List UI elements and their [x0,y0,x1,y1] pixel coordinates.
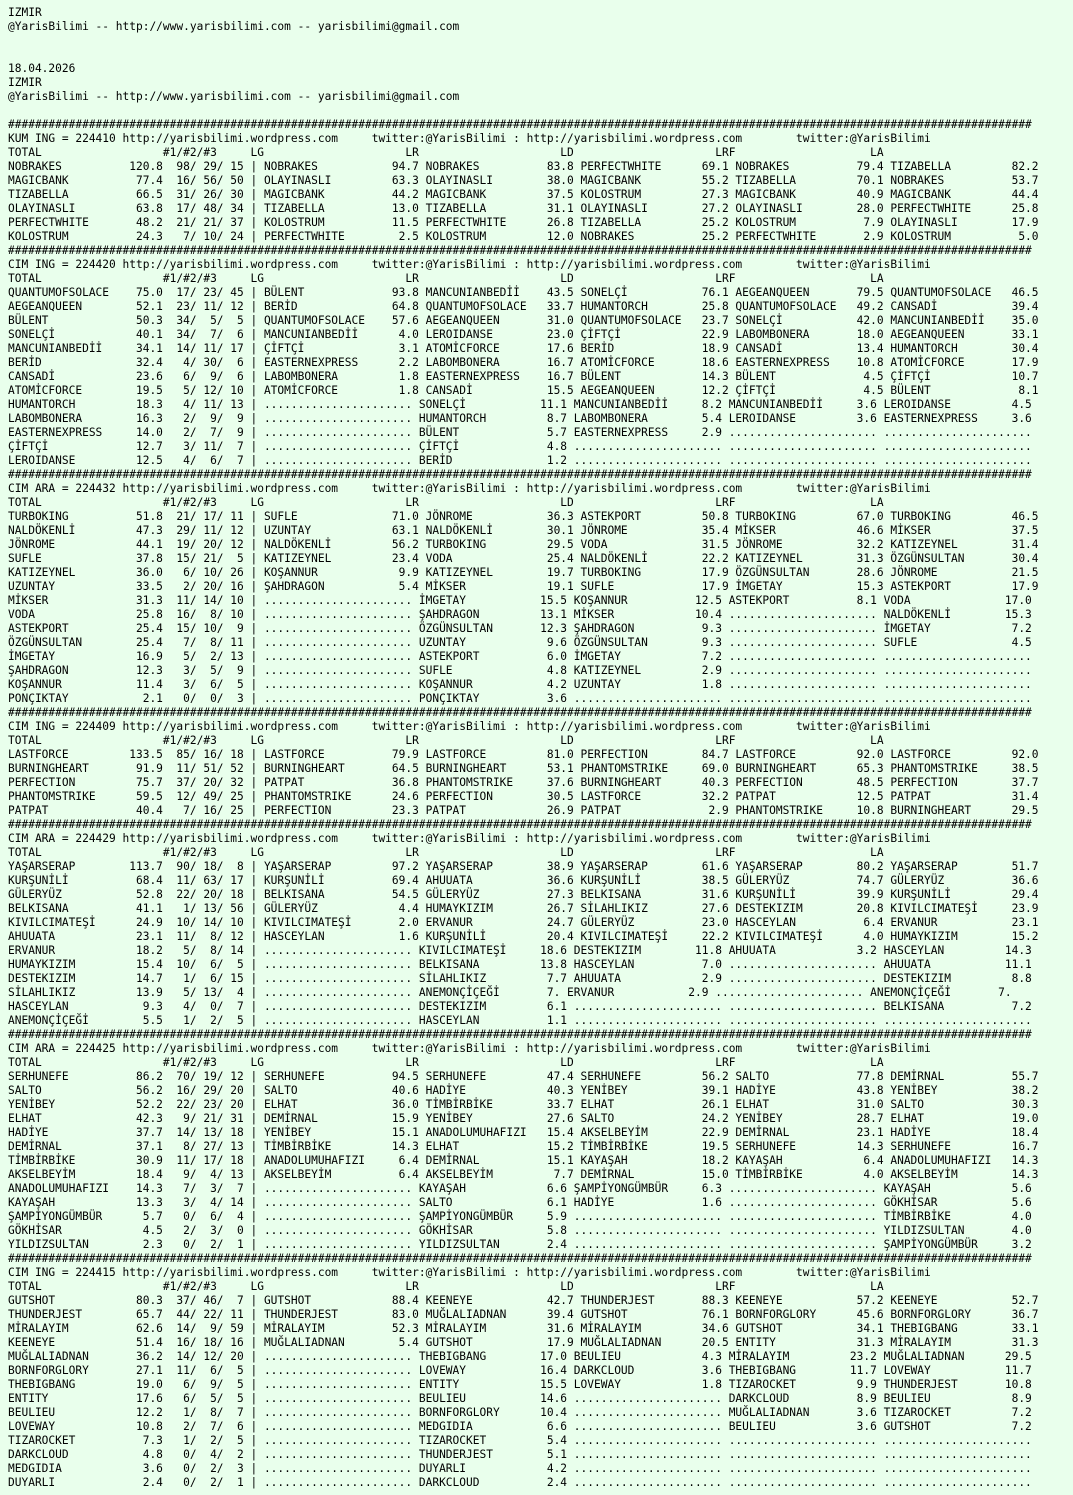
section-column-header: TOTAL #1/#2/#3 LG LR LD LRF LA [8,272,884,285]
table-row: MUĞLALIADNAN 36.2 14/ 12/ 20 | ...................... THEBIGBANG 17.0 BEULIEU 4.3 MİRALAYIM 23.2 MUĞLALIADNAN 29.5 [8,1350,1032,1363]
table-row: ANEMONÇİÇEĞİ 5.5 1/ 2/ 5 | ...................... HASCEYLAN 1.1 ...................... ...................... ...................... [8,1014,1032,1027]
table-row: GÖKHİSAR 4.5 2/ 3/ 0 | ...................... GÖKHİSAR 5.8 ...................... ...................... YILDIZSULTAN 4.0 [8,1224,1032,1237]
table-row: TIZAROCKET 7.3 1/ 2/ 5 | ...................... TIZAROCKET 5.4 ...................... ...................... ...................... [8,1434,1032,1447]
table-row: EASTERNEXPRESS 14.0 2/ 7/ 9 | ...................... BÜLENT 5.7 EASTERNEXPRESS 2.9 ...................... ...................... [8,426,1032,439]
table-row: ELHAT 42.3 9/ 21/ 31 | DEMİRNAL 15.9 YENİBEY 27.6 SALTO 24.2 YENİBEY 28.7 ELHAT 19.0 [8,1112,1039,1125]
table-row: THEBIGBANG 19.0 6/ 9/ 5 | ...................... ENTITY 15.5 LOVEWAY 1.8 TIZAROCKET 9.9 THUNDERJEST 10.8 [8,1378,1032,1391]
table-row: LABOMBONERA 16.3 2/ 9/ 9 | ...................... HUMANTORCH 8.7 LABOMBONERA 5.4 LEROIDANSE 3.6 EASTERNEXPRESS 3.6 [8,412,1032,425]
table-row: ANADOLUMUHAFIZI 14.3 7/ 3/ 7 | ...................... KAYAŞAH 6.6 ŞAMPİYONGÜMBÜR 6.3 ...................... KAYAŞAH 5.6 [8,1182,1032,1195]
table-row: ÖZGÜNSULTAN 25.4 7/ 8/ 11 | ...................... UZUNTAY 9.6 ÖZGÜNSULTAN 9.3 ...................... SUFLE 4.5 [8,636,1032,649]
table-row: ERVANUR 18.2 5/ 8/ 14 | ...................... KIVILCIMATEŞİ 18.6 DESTEKIZIM 11.8 AHUUATA 3.2 HASCEYLAN 14.3 [8,944,1032,957]
section-separator: ######################################################################################################################################################## [8,468,1032,481]
table-row: MİRALAYIM 62.6 14/ 9/ 59 | MİRALAYIM 52.3 MİRALAYIM 31.6 MİRALAYIM 34.6 GUTSHOT 34.1 THEBIGBANG 33.1 [8,1322,1039,1335]
table-row: HUMANTORCH 18.3 4/ 11/ 13 | ...................... SONELÇİ 11.1 MANCUNIANBEDİİ 8.2 MANCUNIANBEDİİ 3.6 LEROIDANSE 4.5 [8,398,1032,411]
table-row: LEROIDANSE 12.5 4/ 6/ 7 | ...................... BERİD 1.2 ...................... ...................... ...................... [8,454,1032,467]
table-row: KOŞANNUR 11.4 3/ 6/ 5 | ...................... KOŞANNUR 4.2 UZUNTAY 1.8 ...................... ...................... [8,678,1032,691]
table-row: JÖNROME 44.1 19/ 20/ 12 | NALDÖKENLİ 56.2 TURBOKING 29.5 VODA 31.5 JÖNROME 32.2 KATIZEYNEL 31.4 [8,538,1039,551]
table-row: ÇİFTÇİ 12.7 3/ 11/ 7 | ...................... ÇİFTÇİ 4.8 ...................... ...................... ...................... [8,440,1032,453]
table-row: SONELÇİ 40.1 34/ 7/ 6 | MANCUNIANBEDİİ 4.0 LEROIDANSE 23.0 ÇİFTÇİ 22.9 LABOMBONERA 18.0 AEGEANQUEEN 33.1 [8,328,1039,341]
table-row: OLAYINASLI 63.8 17/ 48/ 34 | TIZABELLA 13.0 TIZABELLA 31.1 OLAYINASLI 27.2 OLAYINASLI 28.0 PERFECTWHITE 25.8 [8,202,1039,215]
table-row: PONÇIKTAY 2.1 0/ 0/ 3 | ...................... PONÇIKTAY 3.6 ...................... ...................... ...................... [8,692,1032,705]
table-row: KATIZEYNEL 36.0 6/ 10/ 26 | KOŞANNUR 9.9 KATIZEYNEL 19.7 TURBOKING 17.9 ÖZGÜNSULTAN 28.6 JÖNROME 21.5 [8,566,1039,579]
table-row: YAŞARSERAP 113.7 90/ 18/ 8 | YAŞARSERAP 97.2 YAŞARSERAP 38.9 YAŞARSERAP 61.6 YAŞARSERAP 80.2 YAŞARSERAP 51.7 [8,860,1039,873]
section-column-header: TOTAL #1/#2/#3 LG LR LD LRF LA [8,146,884,159]
table-row: AEGEANQUEEN 52.1 23/ 11/ 12 | BERİD 64.8 QUANTUMOFSOLACE 33.7 HUMANTORCH 25.8 QUANTUMOFSOLACE 49.2 CANSADİ 39.4 [8,300,1039,313]
table-row: YILDIZSULTAN 2.3 0/ 2/ 1 | ...................... YILDIZSULTAN 2.4 ...................... ...................... ŞAMPİYONGÜMBÜR 3.2 [8,1238,1032,1251]
section-separator: ######################################################################################################################################################## [8,244,1032,257]
section-title: CIM ING = 224415 http://yarisbilimi.wordpress.com twitter:@YarisBilimi : http://yarisbilimi.wordpress.com twitter:@YarisBilimi [8,1266,931,1279]
table-row: TİMBİRBİKE 30.9 11/ 17/ 18 | ANADOLUMUHAFIZI 6.4 DEMİRNAL 15.1 KAYAŞAH 18.2 KAYAŞAH 6.4 ANADOLUMUHAFIZI 14.3 [8,1154,1039,1167]
table-row: ENTITY 17.6 6/ 5/ 5 | ...................... BEULIEU 14.6 ...................... DARKCLOUD 8.9 BEULIEU 8.9 [8,1392,1032,1405]
table-row: ATOMİCFORCE 19.5 5/ 12/ 10 | ATOMİCFORCE 1.8 CANSADİ 15.5 AEGEANQUEEN 12.2 ÇİFTÇİ 4.5 BÜLENT 8.1 [8,384,1039,397]
section-column-header: TOTAL #1/#2/#3 LG LR LD LRF LA [8,734,884,747]
table-row: MİKSER 31.3 11/ 14/ 10 | ...................... İMGETAY 15.5 KOŞANNUR 12.5 ASTEKPORT 8.1 VODA 17.0 [8,594,1032,607]
table-row: AKSELBEYİM 18.4 9/ 4/ 13 | AKSELBEYİM 6.4 AKSELBEYİM 7.7 DEMİRNAL 15.0 TİMBİRBİKE 4.0 AKSELBEYİM 14.3 [8,1168,1039,1181]
table-row: KEENEYE 51.4 16/ 18/ 16 | MUĞLALIADNAN 5.4 GUTSHOT 17.9 MUĞLALIADNAN 20.5 ENTITY 31.3 MİRALAYIM 31.3 [8,1336,1039,1349]
section-title: CIM ING = 224420 http://yarisbilimi.wordpress.com twitter:@YarisBilimi : http://yarisbilimi.wordpress.com twitter:@YarisBilimi [8,258,931,271]
table-row: LASTFORCE 133.5 85/ 16/ 18 | LASTFORCE 79.9 LASTFORCE 81.0 PERFECTION 84.7 LASTFORCE 92.0 LASTFORCE 92.0 [8,748,1039,761]
table-row: BEULIEU 12.2 1/ 8/ 7 | ...................... BORNFORGLORY 10.4 ...................... MUĞLALIADNAN 3.6 TIZAROCKET 7.2 [8,1406,1032,1419]
table-row: PERFECTION 75.7 37/ 20/ 32 | PATPAT 36.8 PHANTOMSTRIKE 37.6 BURNINGHEART 40.3 PERFECTION 48.5 PERFECTION 37.7 [8,776,1039,789]
table-row: PHANTOMSTRIKE 59.5 12/ 49/ 25 | PHANTOMSTRIKE 24.6 PERFECTION 30.5 LASTFORCE 32.2 PATPAT 12.5 PATPAT 31.4 [8,790,1039,803]
header-city: IZMIR [8,6,42,19]
table-row: KAYAŞAH 13.3 3/ 4/ 14 | ...................... SALTO 6.1 HADİYE 1.6 ...................... GÖKHİSAR 5.6 [8,1196,1032,1209]
header-city-2: IZMIR [8,76,42,89]
table-row: GUTSHOT 80.3 37/ 46/ 7 | GUTSHOT 88.4 KEENEYE 42.7 THUNDERJEST 88.3 KEENEYE 57.2 KEENEYE 52.7 [8,1294,1039,1307]
table-row: KIVILCIMATEŞİ 24.9 10/ 14/ 10 | KIVILCIMATEŞİ 2.0 ERVANUR 24.7 GÜLERYÜZ 23.0 HASCEYLAN 6.4 ERVANUR 23.1 [8,916,1039,929]
section-separator: ######################################################################################################################################################## [8,818,1032,831]
section-title: CIM ARA = 224432 http://yarisbilimi.wordpress.com twitter:@YarisBilimi : http://yarisbilimi.wordpress.com twitter:@YarisBilimi [8,482,931,495]
table-row: VODA 25.8 16/ 8/ 10 | ...................... ŞAHDRAGON 13.1 MİKSER 10.4 ...................... NALDÖKENLİ 15.3 [8,608,1032,621]
header-contact-2: @YarisBilimi -- http://www.yarisbilimi.com -- yarisbilimi@gmail.com [8,90,460,103]
table-row: HUMAYKIZIM 15.4 10/ 6/ 5 | ...................... BELKISANA 13.8 HASCEYLAN 7.0 ...................... AHUUATA 11.1 [8,958,1032,971]
table-row: QUANTUMOFSOLACE 75.0 17/ 23/ 45 | BÜLENT 93.8 MANCUNIANBEDİİ 43.5 SONELÇİ 76.1 AEGEANQUEEN 79.5 QUANTUMOFSOLACE 46.5 [8,286,1039,299]
table-row: HASCEYLAN 9.3 4/ 0/ 7 | ...................... DESTEKIZIM 6.1 ...................... ...................... BELKISANA 7.2 [8,1000,1032,1013]
section-separator: ######################################################################################################################################################## [8,118,1032,131]
spacer [8,48,1073,62]
section-title: CIM ING = 224409 http://yarisbilimi.wordpress.com twitter:@YarisBilimi : http://yarisbilimi.wordpress.com twitter:@YarisBilimi [8,720,931,733]
table-row: BÜLENT 50.3 34/ 5/ 5 | QUANTUMOFSOLACE 57.6 AEGEANQUEEN 31.0 QUANTUMOFSOLACE 23.7 SONELÇİ 42.0 MANCUNIANBEDİİ 35.0 [8,314,1039,327]
section-separator: ######################################################################################################################################################## [8,1252,1032,1265]
table-row: İMGETAY 16.9 5/ 2/ 13 | ...................... ASTEKPORT 6.0 İMGETAY 7.2 ...................... ...................... [8,650,1032,663]
table-row: ŞAMPİYONGÜMBÜR 5.7 0/ 6/ 4 | ...................... ŞAMPİYONGÜMBÜR 5.9 ...................... ...................... TİMBİRBİKE 4.0 [8,1210,1032,1223]
table-row: SİLAHLIKIZ 13.9 5/ 13/ 4 | ...................... ANEMONÇİÇEĞİ 7. ERVANUR 2.9 ...................... ANEMONÇİÇEĞİ 7. [8,986,1012,999]
race-sections [8,118,1073,1490]
section-column-header: TOTAL #1/#2/#3 LG LR LD LRF LA [8,1056,884,1069]
table-row: TIZABELLA 66.5 31/ 26/ 30 | MAGICBANK 44.2 MAGICBANK 37.5 KOLOSTRUM 27.3 MAGICBANK 40.9 MAGICBANK 44.4 [8,188,1039,201]
table-row: SALTO 56.2 16/ 29/ 20 | SALTO 40.6 HADİYE 40.3 YENİBEY 39.1 HADİYE 43.8 YENİBEY 38.2 [8,1084,1039,1097]
section-title: CIM ARA = 224429 http://yarisbilimi.wordpress.com twitter:@YarisBilimi : http://yarisbilimi.wordpress.com twitter:@YarisBilimi [8,832,931,845]
table-row: UZUNTAY 33.5 2/ 20/ 16 | ŞAHDRAGON 5.4 MİKSER 19.1 SUFLE 17.9 İMGETAY 15.3 ASTEKPORT 17.9 [8,580,1039,593]
table-row: DARKCLOUD 4.8 0/ 4/ 2 | ...................... THUNDERJEST 5.1 ...................... ...................... ...................... [8,1448,1032,1461]
table-row: ASTEKPORT 25.4 15/ 10/ 9 | ...................... ÖZGÜNSULTAN 12.3 ŞAHDRAGON 9.3 ...................... İMGETAY 7.2 [8,622,1032,635]
spacer [8,104,1073,118]
table-row: LOVEWAY 10.8 2/ 7/ 6 | ...................... MEDGIDIA 6.6 ...................... BEULIEU 3.6 GUTSHOT 7.2 [8,1420,1032,1433]
table-row: CANSADİ 23.6 6/ 9/ 6 | LABOMBONERA 1.8 EASTERNEXPRESS 16.7 BÜLENT 14.3 BÜLENT 4.5 ÇİFTÇİ 10.7 [8,370,1039,383]
section-column-header: TOTAL #1/#2/#3 LG LR LD LRF LA [8,1280,884,1293]
table-row: YENİBEY 52.2 22/ 23/ 20 | ELHAT 36.0 TİMBİRBİKE 33.7 ELHAT 26.1 ELHAT 31.0 SALTO 30.3 [8,1098,1039,1111]
table-row: MAGICBANK 77.4 16/ 56/ 50 | OLAYINASLI 63.3 OLAYINASLI 38.0 MAGICBANK 55.2 TIZABELLA 70.1 NOBRAKES 53.7 [8,174,1039,187]
table-row: SUFLE 37.8 15/ 21/ 5 | KATIZEYNEL 23.4 VODA 25.4 NALDÖKENLİ 22.2 KATIZEYNEL 31.3 ÖZGÜNSULTAN 30.4 [8,552,1039,565]
section-separator: ######################################################################################################################################################## [8,706,1032,719]
table-row: THUNDERJEST 65.7 44/ 22/ 11 | THUNDERJEST 83.0 MUĞLALIADNAN 39.4 GUTSHOT 76.1 BORNFORGLORY 45.6 BORNFORGLORY 36.7 [8,1308,1039,1321]
table-row: HADİYE 37.7 14/ 13/ 18 | YENİBEY 15.1 ANADOLUMUHAFIZI 15.4 AKSELBEYİM 22.9 DEMİRNAL 23.1 HADİYE 18.4 [8,1126,1039,1139]
table-row: BELKISANA 41.1 1/ 13/ 56 | GÜLERYÜZ 4.4 HUMAYKIZIM 26.7 SİLAHLIKIZ 27.6 DESTEKIZIM 20.8 KIVILCIMATEŞİ 23.9 [8,902,1039,915]
table-row: AHUUATA 23.1 11/ 8/ 12 | HASCEYLAN 1.6 KURŞUNİLİ 20.4 KIVILCIMATEŞİ 22.2 KIVILCIMATEŞİ 4.0 HUMAYKIZIM 15.2 [8,930,1039,943]
table-row: TURBOKING 51.8 21/ 17/ 11 | SUFLE 71.0 JÖNROME 36.3 ASTEKPORT 50.8 TURBOKING 67.0 TURBOKING 46.5 [8,510,1039,523]
table-row: ŞAHDRAGON 12.3 3/ 5/ 9 | ...................... SUFLE 4.8 KATIZEYNEL 2.9 ...................... ...................... [8,664,1032,677]
table-row: BORNFORGLORY 27.1 11/ 6/ 5 | ...................... LOVEWAY 16.4 DARKCLOUD 3.6 THEBIGBANG 11.7 LOVEWAY 11.7 [8,1364,1032,1377]
section-separator: ######################################################################################################################################################## [8,1028,1032,1041]
section-column-header: TOTAL #1/#2/#3 LG LR LD LRF LA [8,496,884,509]
table-row: KURŞUNİLİ 68.4 11/ 63/ 17 | KURŞUNİLİ 69.4 AHUUATA 36.6 KURŞUNİLİ 38.5 GÜLERYÜZ 74.7 GÜLERYÜZ 36.6 [8,874,1039,887]
table-row: DESTEKIZIM 14.7 1/ 6/ 15 | ...................... SİLAHLIKIZ 7.7 AHUUATA 2.9 ...................... DESTEKIZIM 8.8 [8,972,1032,985]
table-row: DEMİRNAL 37.1 8/ 27/ 13 | TİMBİRBİKE 14.3 ELHAT 15.2 TİMBİRBİKE 19.5 SERHUNEFE 14.3 SERHUNEFE 16.7 [8,1140,1039,1153]
header-contact: @YarisBilimi -- http://www.yarisbilimi.com -- yarisbilimi@gmail.com [8,20,460,33]
table-row: GÜLERYÜZ 52.8 22/ 20/ 18 | BELKISANA 54.5 GÜLERYÜZ 27.3 BELKISANA 31.6 KURŞUNİLİ 39.9 KURŞUNİLİ 29.4 [8,888,1039,901]
table-row: BERİD 32.4 4/ 30/ 6 | EASTERNEXPRESS 2.2 LABOMBONERA 16.7 ATOMİCFORCE 18.6 EASTERNEXPRESS 10.8 ATOMİCFORCE 17.9 [8,356,1039,369]
header-date: 18.04.2026 [8,62,76,75]
table-row: KOLOSTRUM 24.3 7/ 10/ 24 | PERFECTWHITE 2.5 KOLOSTRUM 12.0 NOBRAKES 25.2 PERFECTWHITE 2.9 KOLOSTRUM 5.0 [8,230,1039,243]
table-row: PATPAT 40.4 7/ 16/ 25 | PERFECTION 23.3 PATPAT 26.9 PATPAT 2.9 PHANTOMSTRIKE 10.8 BURNINGHEART 29.5 [8,804,1039,817]
section-column-header: TOTAL #1/#2/#3 LG LR LD LRF LA [8,846,884,859]
table-row: SERHUNEFE 86.2 70/ 19/ 12 | SERHUNEFE 94.5 SERHUNEFE 47.4 SERHUNEFE 56.2 SALTO 77.8 DEMİRNAL 55.7 [8,1070,1039,1083]
spacer [8,34,1073,48]
table-row: DUYARLI 2.4 0/ 2/ 1 | ...................... DARKCLOUD 2.4 ...................... ...................... ...................... [8,1476,1032,1489]
table-row: PERFECTWHITE 48.2 21/ 21/ 37 | KOLOSTRUM 11.5 PERFECTWHITE 26.8 TIZABELLA 25.2 KOLOSTRUM 7.9 OLAYINASLI 17.9 [8,216,1039,229]
table-row: MANCUNIANBEDİİ 34.1 14/ 11/ 17 | ÇİFTÇİ 3.1 ATOMİCFORCE 17.6 BERİD 18.9 CANSADİ 13.4 HUMANTORCH 30.4 [8,342,1039,355]
table-row: NALDÖKENLİ 47.3 29/ 11/ 12 | UZUNTAY 63.1 NALDÖKENLİ 30.1 JÖNROME 35.4 MİKSER 46.6 MİKSER 37.5 [8,524,1039,537]
section-title: KUM ING = 224410 http://yarisbilimi.wordpress.com twitter:@YarisBilimi : http://yarisbilimi.wordpress.com twitter:@YarisBilimi [8,132,931,145]
table-row: BURNINGHEART 91.9 11/ 51/ 52 | BURNINGHEART 64.5 BURNINGHEART 53.1 PHANTOMSTRIKE 69.0 BURNINGHEART 65.3 PHANTOMSTRIKE 38.5 [8,762,1039,775]
table-row: MEDGIDIA 3.6 0/ 2/ 3 | ...................... DUYARLI 4.2 ...................... ...................... ...................... [8,1462,1032,1475]
section-title: CIM ARA = 224425 http://yarisbilimi.wordpress.com twitter:@YarisBilimi : http://yarisbilimi.wordpress.com twitter:@YarisBilimi [8,1042,931,1055]
table-row: NOBRAKES 120.8 98/ 29/ 15 | NOBRAKES 94.7 NOBRAKES 83.8 PERFECTWHITE 69.1 NOBRAKES 79.4 TIZABELLA 82.2 [8,160,1039,173]
